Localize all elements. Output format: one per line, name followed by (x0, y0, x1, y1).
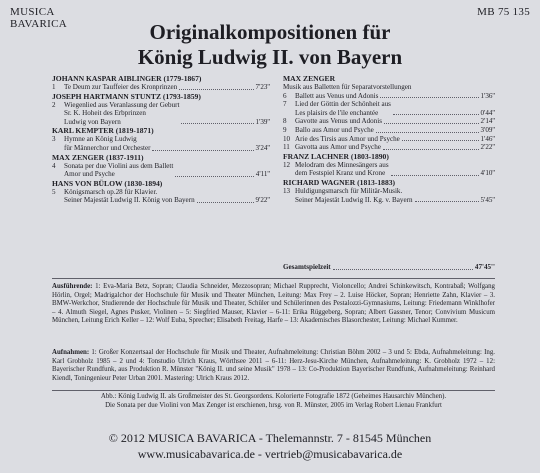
track-title: Arie des Tirsis aus Amor und Psyche (295, 134, 400, 143)
composer-heading: KARL KEMPTER (1819-1871) (52, 126, 154, 136)
track-row (283, 161, 495, 178)
notes-line1: Abb.: König Ludwig II. als Großmeister des St. Georgsordens. Kolorierte Fotografie 1872 (Geheimes Hausarchiv München). (100, 393, 447, 400)
leader-dots (376, 132, 479, 133)
track-number: 3 (52, 135, 56, 144)
track-duration: 2'14'' (480, 117, 495, 126)
track-title: Sonata per due Violini aus dem Ballett Amor und Psyche (64, 161, 174, 179)
leader-dots (197, 202, 254, 203)
composer-heading: MAX ZENGER (283, 74, 336, 83)
leader-dots (179, 89, 253, 90)
notes-line2: Die Sonata per due Violini von Max Zenger ist erschienen, hrsg. von R. Münster, 2005 im Verlag Robert Lienau Frankfurt (105, 401, 442, 409)
tracklist-right (283, 74, 495, 204)
track-number: 12 (283, 160, 291, 169)
track-number: 10 (283, 134, 291, 143)
label-line1: MUSICA (10, 6, 55, 18)
track-row (283, 187, 495, 204)
track-duration: 7'23'' (255, 83, 270, 91)
title-line1: Originalkompositionen für (149, 20, 391, 44)
track-duration: 2'22'' (480, 143, 495, 152)
track-row (283, 135, 495, 144)
leader-dots (384, 123, 479, 124)
track-row (283, 143, 495, 152)
track-title: Gavotte aus Venus und Adonis (295, 117, 382, 126)
composer-heading: HANS VON BÜLOW (1830-1894) (52, 178, 163, 188)
track-row (283, 92, 495, 101)
track-row (52, 162, 270, 179)
leader-dots (175, 176, 253, 177)
footer-contact: www.musicabavarica.de - vertrieb@musicabavarica.de (137, 447, 403, 461)
track-title: Ballett aus Venus und Adonis (295, 91, 379, 100)
track-row (52, 83, 270, 92)
track-duration: 3'09'' (480, 125, 495, 134)
leader-dots (383, 149, 479, 150)
track-number: 5 (52, 187, 56, 196)
leader-dots (333, 269, 473, 270)
composer-heading: JOHANN KASPAR AIBLINGER (1779-1867) (52, 74, 202, 83)
track-number: 4 (52, 161, 56, 170)
track-title: Wiegenlied aus Veranlassung der Geburt Sr. K. Hoheit des Erbprinzen Ludwig von Bayern (64, 100, 180, 126)
track-duration: 1'36'' (480, 91, 495, 100)
track-number: 2 (52, 100, 56, 109)
total-duration (283, 263, 495, 272)
notes (52, 393, 495, 410)
leader-dots (380, 97, 478, 98)
track-row (52, 101, 270, 127)
track-number: 1 (52, 83, 56, 91)
composer-heading: MAX ZENGER (1837-1911) (52, 152, 144, 162)
track-duration: 1'46'' (480, 134, 495, 143)
catalog-number: MB 75 135 (477, 6, 530, 18)
track-number: 8 (283, 117, 287, 126)
track-row (52, 135, 270, 152)
composer-heading: RICHARD WAGNER (1813-1883) (283, 177, 396, 187)
track-duration: 4'11'' (255, 170, 270, 179)
divider-bottom (52, 390, 495, 391)
track-row (52, 188, 270, 205)
composer-heading: FRANZ LACHNER (1803-1890) (283, 151, 389, 161)
performers-paragraph (52, 283, 495, 326)
leader-dots (393, 114, 479, 115)
track-number: 6 (283, 91, 287, 100)
leader-dots (152, 150, 253, 151)
track-title: Huldigungsmarsch für Militär-Musik. Seiner Majestät Ludwig II. Kg. v. Bayern (295, 186, 413, 204)
composer-heading: JOSEPH HARTMANN STUNTZ (1793-1859) (52, 91, 201, 101)
leader-dots (181, 123, 253, 124)
track-number: 9 (283, 125, 287, 134)
total-time: 47'45'' (474, 263, 495, 271)
leader-dots (391, 175, 479, 176)
total-label: Gesamtspielzeit (283, 263, 331, 271)
recordings-paragraph (52, 349, 495, 383)
tracklist-left (52, 74, 270, 205)
recordings-text: 1: Großer Konzertsaal der Hochschule für Musik und Theater, Aufnahmeleitung: Christian Böhm 2002 – 3 und 5: Ebda, Aufnahmeleitung: Ing. Karl Grobholz 1985 – 2 und 4: Tonstudio Ulrich Kraus, Wörthsee 2011 – 6-11: Herz-Jesu-Kirche München, Aufnahmeleitung: K. Grobholz 1972 – 12: Bayerischer Rundfunk, aus Produktion R. Münster "König II. und seine Musik" 1978 – 13: Co-Produktion Bayerischer Rundfunk, Aufnahmeleitung: Reinhard Kiendl, Toningenieur Peter Urban 2001. Mastering: Ulrich Kraus 2012. (52, 349, 495, 382)
track-title: Ballo aus Amor und Psyche (295, 125, 374, 134)
leader-dots (402, 140, 479, 141)
track-row (283, 126, 495, 135)
track-duration: 9'22'' (255, 196, 270, 205)
track-title: Königsmarsch op.28 für Klavier. Seiner Majestät Ludwig II. König von Bayern (64, 187, 195, 205)
track-duration: 4'10'' (480, 169, 495, 178)
track-number: 7 (283, 100, 287, 109)
track-title: Melodram des Minnesängers aus dem Festspiel Kranz und Krone (295, 160, 389, 178)
track-duration: 1'39'' (255, 117, 270, 126)
leader-dots (415, 201, 479, 202)
track-row (283, 100, 495, 117)
recordings-heading: Aufnahmen: (52, 349, 90, 356)
label-line2: BAVARICA (10, 18, 68, 30)
track-duration: 5'45'' (480, 195, 495, 204)
track-row (283, 117, 495, 126)
footer-address: © 2012 MUSICA BAVARICA - Thelemannstr. 7 - 81545 München (108, 431, 432, 445)
track-number: 13 (283, 186, 291, 195)
track-title: Lied der Göttin der Schönheit aus Les plaisirs de l'ile enchantée (295, 100, 391, 117)
track-duration: 0'44'' (480, 108, 495, 117)
track-duration: 3'24'' (255, 143, 270, 152)
track-title: Gavotta aus Amor und Psyche (295, 143, 381, 152)
track-title: Hymne an König Ludwig für Männerchor und Orchester (64, 135, 151, 152)
composer-subtitle: Musik aus Balletten für Separatvorstellungen (283, 83, 412, 91)
title-line2: König Ludwig II. von Bayern (137, 45, 403, 69)
performers-heading: Ausführende: (52, 283, 93, 290)
track-title: Te Deum zur Tauffeier des Kronprinzen (64, 83, 178, 91)
divider-top (52, 278, 495, 279)
track-number: 11 (283, 143, 290, 152)
performers-text: 1: Eva-Maria Betz, Sopran; Claudia Schneider, Mezzosopran; Michael Rupprecht, Violoncello; Andrei Schinkewitsch, Kontrabaß; Wolfgang Hörlin, Orgel; Madrigalchor der Hochschule für Musik und Theater München, Leitung: Max Frey – 2. Luise Höcker, Sopran; Henriette Zahn, Klavier – 3. BMW-Werkchor, Studierende der Hochschule für Musik und Theater, Schüler und Schülerinnen des Pestalozzi-Gymnasiums, Leitung: Friedemann Winklhofer – 4. Almuth Siegel, Agnes Pusker, Violinen – 5: Siegfried Mauser, Klavier – 6-11: Erika Rüggeberg, Sopran; Albert Gassner, Tenor; Convivium Musicum München, Leitung Erich Keller – 12: Wolf Euba, Sprecher; Elisabeth Freitag, Harfe – 13: Akademisches Blasorchester, Leitung: Michael Kummer. (52, 283, 495, 325)
